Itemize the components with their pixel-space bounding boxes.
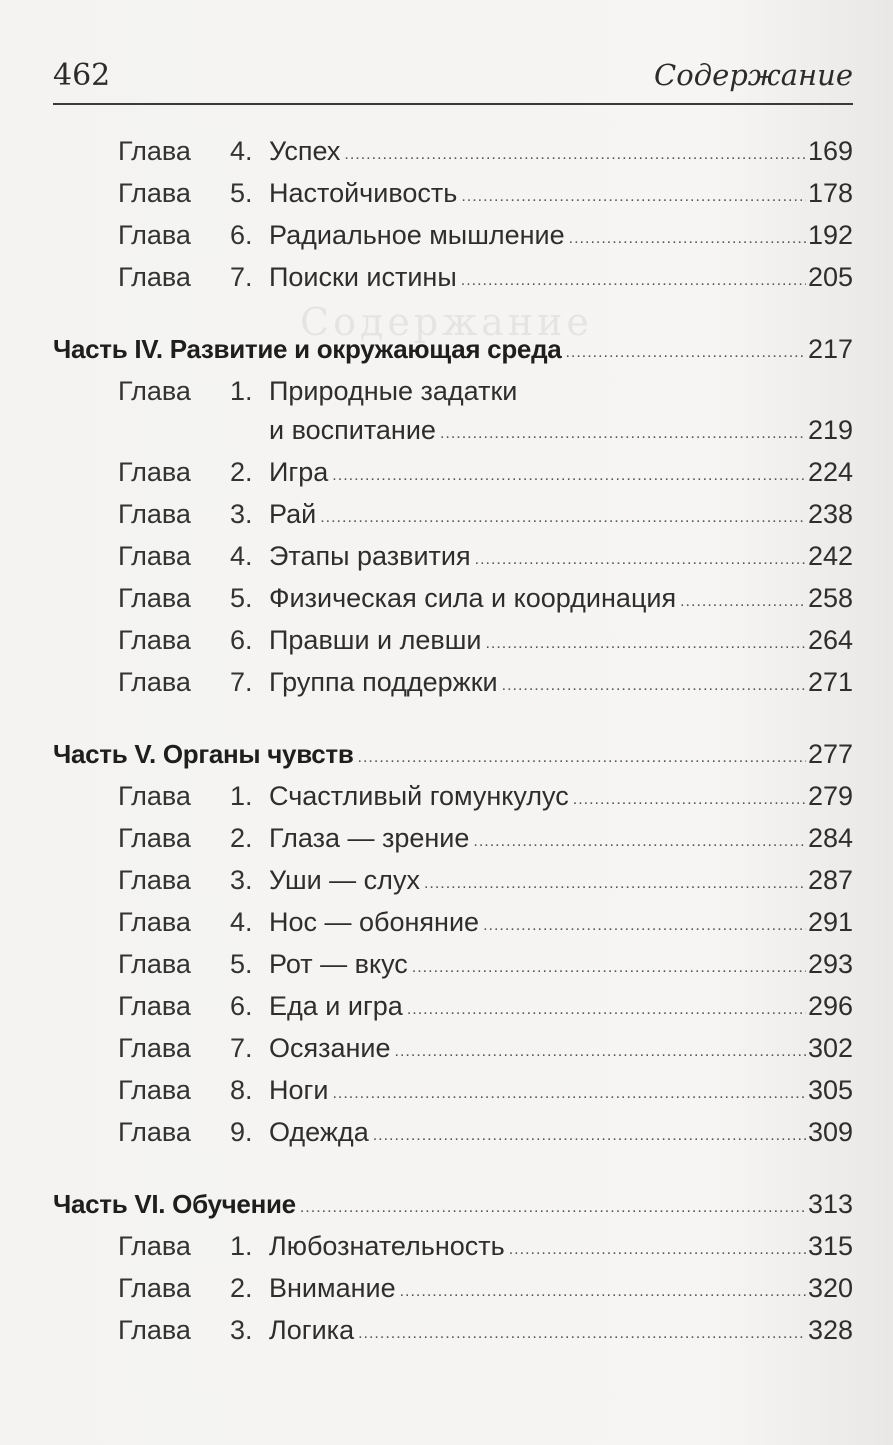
toc-chapter-row (53, 619, 853, 661)
show-through-text: Содержание (300, 300, 593, 344)
page-reference: 320 (807, 1273, 853, 1303)
dot-leader (358, 1313, 806, 1355)
dot-leader (373, 1115, 806, 1157)
chapter-number: 1. (230, 781, 253, 811)
chapter-number: 5. (230, 178, 253, 208)
toc-chapter-row-continuation (53, 409, 853, 451)
dot-leader (473, 821, 806, 863)
dot-leader (475, 539, 806, 581)
toc-chapter-row (53, 775, 853, 817)
chapter-title: Еда и игра (269, 991, 403, 1021)
toc-chapter-row (53, 1309, 853, 1351)
page-reference: 271 (807, 667, 853, 697)
page-reference: 205 (807, 262, 853, 292)
chapter-title: Ноги (269, 1075, 329, 1105)
toc-chapter-row (53, 535, 853, 577)
chapter-label: Глава (118, 499, 191, 529)
chapter-label: Глава (118, 625, 191, 655)
chapter-label: Глава (118, 178, 191, 208)
page-reference: 242 (807, 541, 853, 571)
dot-leader (680, 581, 806, 623)
toc-chapter-row (53, 1027, 853, 1069)
dot-leader (300, 1187, 806, 1229)
page-reference: 178 (807, 178, 853, 208)
chapter-number: 1. (230, 1231, 253, 1261)
page-number: 462 (53, 58, 111, 93)
toc-chapter-row (53, 214, 853, 256)
chapter-title: Логика (269, 1315, 355, 1345)
chapter-label: Глава (118, 1075, 191, 1105)
dot-leader (332, 1073, 805, 1115)
chapter-title: Рот — вкус (269, 949, 408, 979)
dot-leader (461, 176, 806, 218)
page-reference: 169 (807, 136, 853, 166)
chapter-number: 6. (230, 991, 253, 1021)
dot-leader (569, 218, 806, 260)
toc-chapter-row (53, 1267, 853, 1309)
chapter-number: 3. (230, 499, 253, 529)
page-reference: 315 (807, 1231, 853, 1261)
part-title: Часть VI. Обучение (53, 1189, 296, 1219)
chapter-title: и воспитание (269, 415, 436, 445)
chapter-number: 4. (230, 541, 253, 571)
chapter-title: Поиски истины (269, 262, 457, 292)
page-reference: 224 (807, 457, 853, 487)
page-reference: 192 (807, 220, 853, 250)
toc-chapter-row (53, 661, 853, 703)
chapter-number: 8. (230, 1075, 253, 1105)
page-reference: 291 (807, 907, 853, 937)
chapter-label: Глава (118, 949, 191, 979)
page-reference: 217 (807, 334, 853, 364)
page-reference: 258 (807, 583, 853, 613)
chapter-number: 7. (230, 667, 253, 697)
toc-chapter-row (53, 370, 853, 412)
chapter-label: Глава (118, 1117, 191, 1147)
chapter-label: Глава (118, 907, 191, 937)
toc-chapter-row (53, 901, 853, 943)
chapter-title: Рай (269, 499, 317, 529)
dot-leader (412, 947, 806, 989)
dot-leader (358, 737, 806, 779)
dot-leader (344, 134, 806, 176)
page-reference: 279 (807, 781, 853, 811)
chapter-number: 7. (230, 1033, 253, 1063)
dot-leader (424, 863, 806, 905)
page-reference: 296 (807, 991, 853, 1021)
toc-chapter-row (53, 1225, 853, 1267)
chapter-label: Глава (118, 991, 191, 1021)
chapter-title: Любознательность (269, 1231, 505, 1261)
page-reference: 287 (807, 865, 853, 895)
part-title: Часть IV. Развитие и окружающая среда (53, 334, 562, 364)
chapter-number: 2. (230, 823, 253, 853)
chapter-label: Глава (118, 220, 191, 250)
toc-chapter-row (53, 859, 853, 901)
chapter-title: Одежда (269, 1117, 369, 1147)
page-reference: 305 (807, 1075, 853, 1105)
toc-chapter-row (53, 172, 853, 214)
page-reference: 238 (807, 499, 853, 529)
toc-chapter-row (53, 817, 853, 859)
toc-part-row (53, 328, 853, 370)
dot-leader (483, 905, 806, 947)
chapter-number: 4. (230, 907, 253, 937)
chapter-label: Глава (118, 1231, 191, 1261)
chapter-label: Глава (118, 457, 191, 487)
chapter-number: 4. (230, 136, 253, 166)
chapter-label: Глава (118, 262, 191, 292)
page-reference: 302 (807, 1033, 853, 1063)
toc-part-row (53, 733, 853, 775)
chapter-title: Внимание (269, 1273, 396, 1303)
page-header (53, 58, 853, 98)
page-reference: 313 (807, 1189, 853, 1219)
page-reference: 293 (807, 949, 853, 979)
chapter-title: Нос — обоняние (269, 907, 480, 937)
chapter-title-line1: Природные задатки (269, 376, 518, 406)
dot-leader (320, 497, 806, 539)
page-reference: 277 (807, 739, 853, 769)
chapter-label: Глава (118, 136, 191, 166)
chapter-number: 3. (230, 1315, 253, 1345)
toc-chapter-row (53, 1069, 853, 1111)
dot-leader (502, 665, 806, 707)
toc-part-row (53, 1183, 853, 1225)
chapter-title: Группа поддержки (269, 667, 498, 697)
chapter-label: Глава (118, 781, 191, 811)
chapter-label: Глава (118, 865, 191, 895)
dot-leader (395, 1031, 806, 1073)
chapter-number: 2. (230, 457, 253, 487)
chapter-title: Игра (269, 457, 329, 487)
page-reference: 264 (807, 625, 853, 655)
chapter-title: Настойчивость (269, 178, 458, 208)
chapter-number: 7. (230, 262, 253, 292)
toc-chapter-row (53, 577, 853, 619)
dot-leader (509, 1229, 806, 1271)
page-reference: 309 (807, 1117, 853, 1147)
chapter-number: 6. (230, 220, 253, 250)
chapter-title: Правши и левши (269, 625, 482, 655)
running-title: Содержание (654, 58, 853, 92)
chapter-title: Глаза — зрение (269, 823, 470, 853)
toc-chapter-row (53, 451, 853, 493)
dot-leader (485, 623, 805, 665)
toc-chapter-row (53, 256, 853, 298)
chapter-number: 9. (230, 1117, 253, 1147)
chapter-number: 1. (230, 376, 253, 406)
chapter-label: Глава (118, 583, 191, 613)
dot-leader (565, 332, 806, 374)
chapter-label: Глава (118, 376, 191, 406)
chapter-label: Глава (118, 1273, 191, 1303)
chapter-number: 3. (230, 865, 253, 895)
toc-chapter-row (53, 493, 853, 535)
dot-leader (440, 413, 806, 455)
page-reference: 219 (807, 415, 853, 445)
dot-leader (461, 260, 806, 302)
chapter-label: Глава (118, 667, 191, 697)
header-rule (53, 103, 853, 105)
chapter-number: 5. (230, 949, 253, 979)
toc-chapter-row (53, 943, 853, 985)
chapter-number: 2. (230, 1273, 253, 1303)
dot-leader (332, 455, 806, 497)
chapter-label: Глава (118, 1033, 191, 1063)
chapter-label: Глава (118, 1315, 191, 1345)
chapter-title: Уши — слух (269, 865, 420, 895)
part-title: Часть V. Органы чувств (53, 739, 354, 769)
chapter-title: Этапы развития (269, 541, 471, 571)
chapter-title: Успех (269, 136, 341, 166)
chapter-title: Радиальное мышление (269, 220, 565, 250)
chapter-title: Физическая сила и координация (269, 583, 677, 613)
chapter-number: 6. (230, 625, 253, 655)
dot-leader (407, 989, 806, 1031)
dot-leader (400, 1271, 806, 1313)
toc-chapter-row (53, 985, 853, 1027)
dot-leader (573, 779, 806, 821)
chapter-title: Осязание (269, 1033, 391, 1063)
chapter-label: Глава (118, 541, 191, 571)
toc-chapter-row (53, 130, 853, 172)
chapter-number: 5. (230, 583, 253, 613)
page-reference: 328 (807, 1315, 853, 1345)
chapter-title: Счастливый гомункулус (269, 781, 569, 811)
toc-chapter-row (53, 1111, 853, 1153)
page-reference: 284 (807, 823, 853, 853)
chapter-label: Глава (118, 823, 191, 853)
